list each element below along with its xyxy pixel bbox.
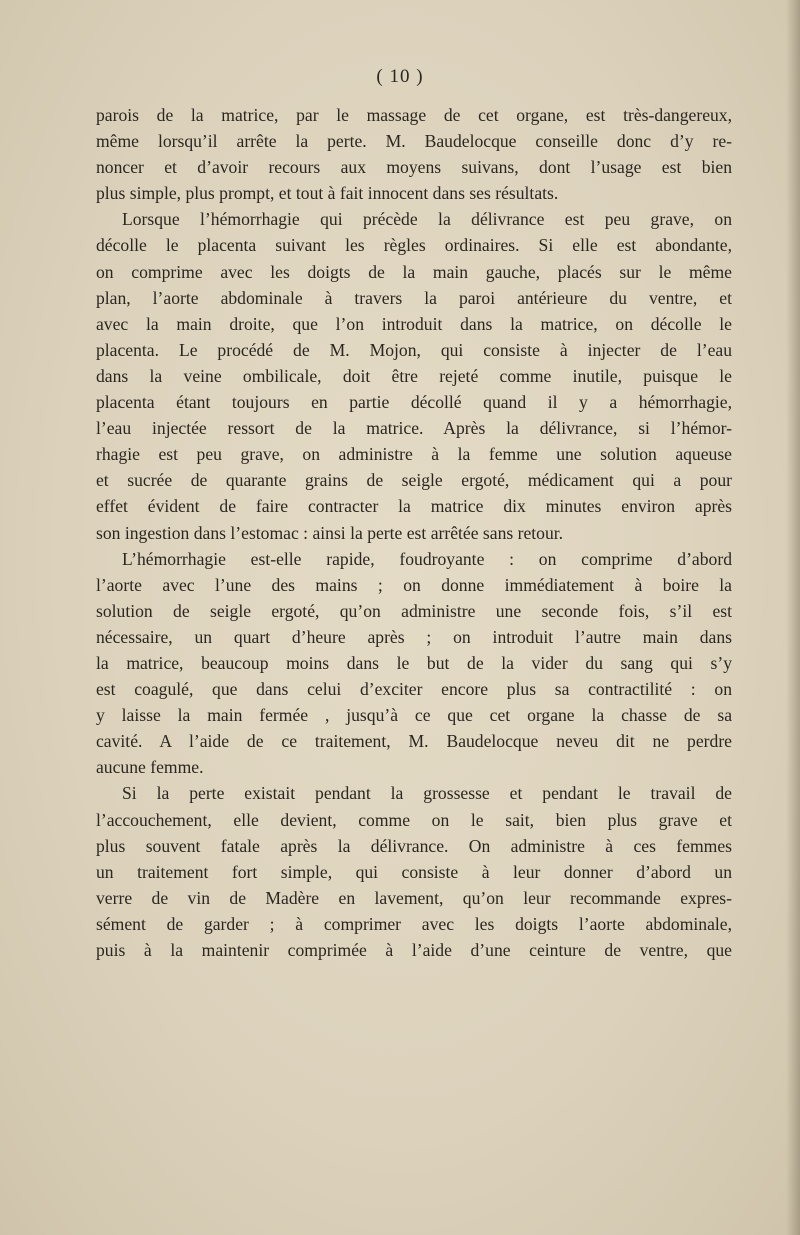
text-line: son ingestion dans l’estomac : ainsi la perte est arrêtée sans retour. [96,522,564,543]
text-line: solution de seigle ergoté, qu’on administre une seconde fois, s’il est [96,600,732,621]
text-line: on comprime avec les doigts de la main gauche, placés sur le même [96,261,732,282]
text-line: est coagulé, que dans celui d’exciter encore plus sa contractilité : on [96,679,732,700]
page-number: ( 10 ) [376,66,424,87]
text-line: y laisse la main fermée , jusqu’à ce que cet organe la chasse de sa [96,705,732,726]
text-line: placenta étant toujours en partie décollé quand il y a hémorrhagie, [96,392,732,413]
text-line: décolle le placenta suivant les règles ordinaires. Si elle est abondante, [96,235,732,256]
text-line: verre de vin de Madère en lavement, qu’on leur recommande expres- [96,887,732,908]
text-line: effet évident de faire contracter la matrice dix minutes environ après [96,496,732,517]
text-line: et sucrée de quarante grains de seigle ergoté, médicament qui a pour [96,470,732,491]
text-line: cavité. A l’aide de ce traitement, M. Baudelocque neveu dit ne perdre [96,731,732,752]
text-line: l’eau injectée ressort de la matrice. Après la délivrance, si l’hémor- [96,418,732,439]
text-line: aucune femme. [96,757,204,778]
text-line: sément de garder ; à comprimer avec les doigts l’aorte abdominale, [96,913,732,934]
text-line: puis à la maintenir comprimée à l’aide d’une ceinture de ventre, que [96,940,732,960]
text-line: même lorsqu’il arrête la perte. M. Baudelocque conseille donc d’y re- [96,131,732,152]
text-line: un traitement fort simple, qui consiste à leur donner d’abord un [96,861,732,882]
text-line: L’hémorrhagie est-elle rapide, foudroyante : on comprime d’abord [122,548,732,569]
text-line: noncer et d’avoir recours aux moyens suivans, dont l’usage est bien [96,157,732,178]
text-line: Lorsque l’hémorrhagie qui précède la délivrance est peu grave, on [122,209,732,230]
text-line: plus souvent fatale après la délivrance. On administre à ces femmes [96,835,732,856]
text-line: plus simple, plus prompt, et tout à fait innocent dans ses résultats. [96,183,559,204]
body-text [96,102,732,963]
text-line: plan, l’aorte abdominale à travers la paroi antérieure du ventre, et [96,287,732,308]
text-line: l’accouchement, elle devient, comme on le sait, bien plus grave et [96,809,732,830]
page-edge-shadow [786,0,800,1235]
text-line: parois de la matrice, par le massage de cet organe, est très-dangereux, [96,105,732,125]
text-line: Si la perte existait pendant la grossesse et pendant le travail de [122,783,732,804]
text-line: l’aorte avec l’une des mains ; on donne immédiatement à boire la [96,574,732,595]
text-line: nécessaire, un quart d’heure après ; on introduit l’autre main dans [96,626,732,647]
text-line: dans la veine ombilicale, doit être rejeté comme inutile, puisque le [96,365,732,386]
text-line: placenta. Le procédé de M. Mojon, qui consiste à injecter de l’eau [96,339,732,360]
text-line: avec la main droite, que l’on introduit dans la matrice, on décolle le [96,313,732,334]
text-line: rhagie est peu grave, on administre à la femme une solution aqueuse [96,444,732,465]
text-line: la matrice, beaucoup moins dans le but de la vider du sang qui s’y [96,652,732,673]
